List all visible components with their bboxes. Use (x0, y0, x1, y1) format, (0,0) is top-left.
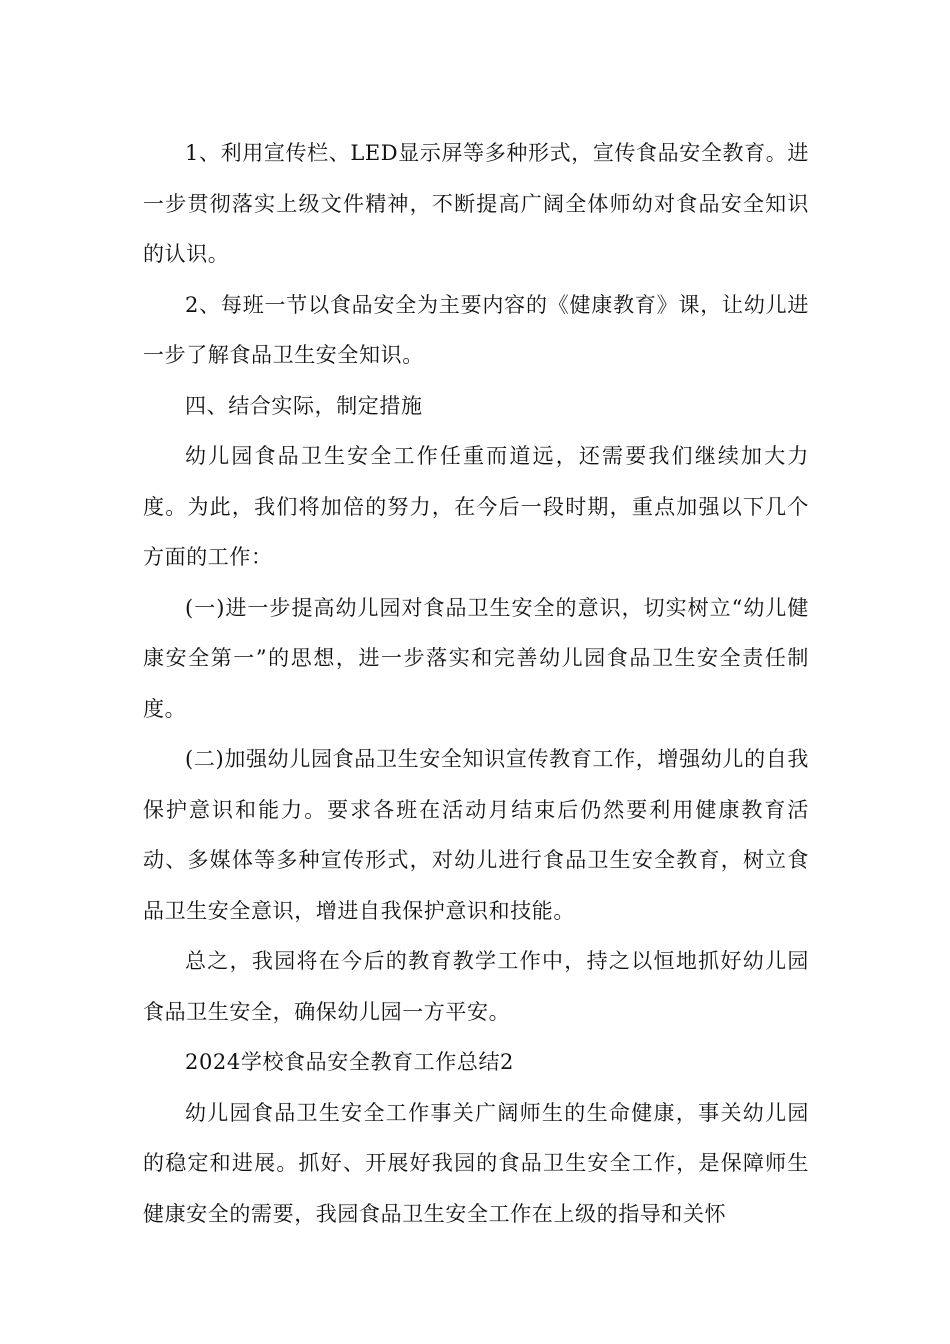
paragraph-publicity-methods: 1、利用宣传栏、LED显示屏等多种形式，宣传食品安全教育。进一步贯彻落实上级文件精神，不断提高广阔全体师幼对食品安全知识的认识。 (143, 141, 809, 266)
section-heading-measures: 四、结合实际，制定措施 (185, 393, 423, 418)
paragraph-summary-2-intro: 幼儿园食品卫生安全工作事关广阔师生的生命健康，事关幼儿园的稳定和进展。抓好、开展好我园的食品卫生安全工作，是保障师生健康安全的需要，我园食品卫生安全工作在上级的指导和关怀 (143, 1100, 809, 1226)
paragraph-health-class: 2、每班一节以食品安全为主要内容的《健康教育》课，让幼儿进一步了解食品卫生安全知识。 (143, 292, 809, 367)
paragraph-conclusion: 总之，我园将在今后的教育教学工作中，持之以恒地抓好幼儿园食品卫生安全，确保幼儿园一方平安。 (143, 949, 809, 1024)
paragraph-measure-two: (二)加强幼儿园食品卫生安全知识宣传教育工作，增强幼儿的自我保护意识和能力。要求各班在活动月结束后仍然要利用健康教育活动、多媒体等多种宣传形式，对幼儿进行食品卫生安全教育，树立食品卫生安全意识，增进自我保护意识和技能。 (143, 747, 809, 923)
document-body (143, 128, 809, 1239)
section-title-summary-2: 2024学校食品安全教育工作总结2 (185, 1050, 515, 1074)
paragraph-measures-intro: 幼儿园食品卫生安全工作任重而道远，还需要我们继续加大力度。为此，我们将加倍的努力，在今后一段时期，重点加强以下几个方面的工作： (143, 444, 809, 569)
paragraph-measure-one: (一)进一步提高幼儿园对食品卫生安全的意识，切实树立“幼儿健康安全第一”的思想，进一步落实和完善幼儿园食品卫生安全责任制度。 (143, 595, 809, 721)
